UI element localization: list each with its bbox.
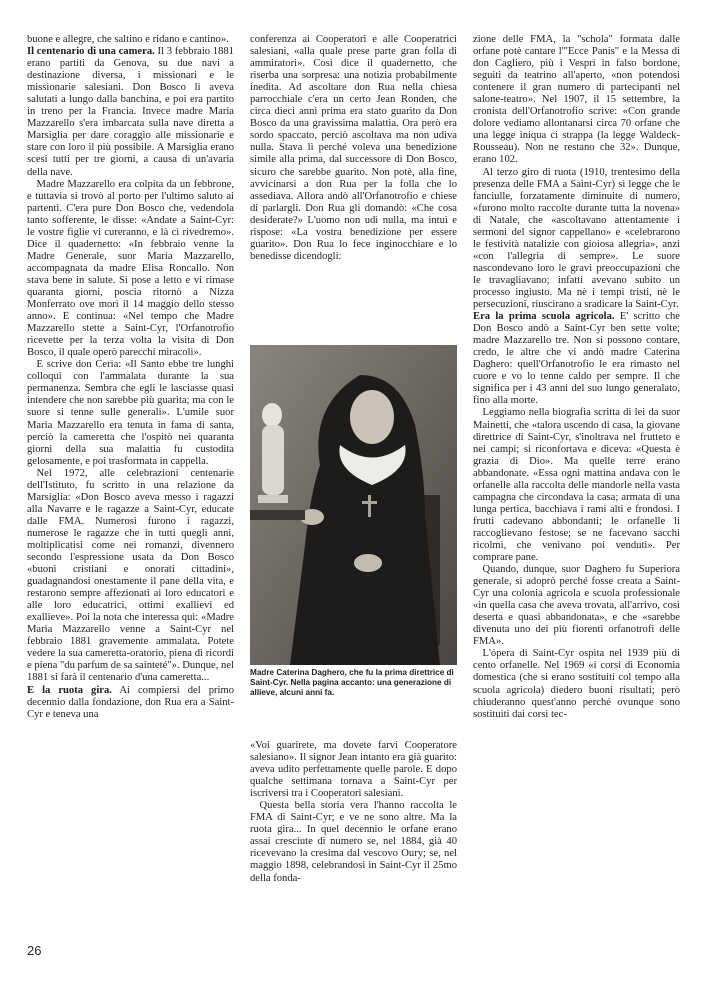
page-number: 26: [27, 943, 42, 958]
paragraph: Quando, dunque, suor Daghero fu Superiora generale, si adoprò perché fosse creata a Saint-Cyr una colonia agricola e scuola professionale «in quella casa che aveva trovata, all'arrivo, così deserta e quasi abbandonata», e che «sarebbe divenuta uno dei più fiorenti orfanotrofi delle FMA».: [473, 564, 680, 648]
paragraph: Questa bella storia vera l'hanno raccolta le FMA di Saint-Cyr; e ve ne sono altre. Ma la ruota gira... In quel decennio le orfane erano assai cresciute di numero se, nel 1884, già 40 ricevevano la cresima dal vescovo Oury; se, nel maggio 1898, celebrandosi in Saint-Cyr il 25mo della fonda-: [250, 800, 457, 884]
paragraph: L'ópera di Saint-Cyr ospita nel 1939 più di cento orfanelle. Nel 1969 «i corsi di Economia domestica (che si erano sostituiti col tempo alla scuola agricola) diedero buoni risultati; però chiuderanno quest'anno perché ovunque sono sostituiti dai corsi tec-: [473, 648, 680, 720]
paragraph-text: Il 3 febbraio 1881 erano partiti da Genova, su due navi a destinazione diversa, i missionari e le missionarie salesiani. Don Bosco li aveva salutati a lungo dalla banchina, e poi era partito in treno per la Francia. Invece madre Maria Mazzarello s'era imbarcata sulla nave diretta a Marsiglia per dare coraggio alle missionarie e stare con loro il più possibile. A Marsiglia erano scesi tutti per tre giorni, a causa di un'avaria della nave.: [27, 46, 234, 178]
text-column-2-bottom: [250, 740, 457, 885]
text-column-2-top: [250, 34, 457, 263]
paragraph-text: E' scritto che Don Bosco andò a Saint-Cyr ben sette volte; madre Mazzarello tre. Non si possono contare, credo, le altre che vi andò madre Caterina Daghero: quell'Orfanotrofio le era rimasto nel cuore e vo lo tenne caldo per sempre. Il che significa per i 43 anni del suo lungo generalato, fino alla morte.: [473, 311, 681, 407]
text-column-3: [473, 34, 680, 721]
paragraph: «Voi guarirete, ma dovete farvi Cooperatore salesiano». Il signor Jean intanto era già guarito: aveva udito perfettamente quelle parole. E dopo qualche settimana tornava a Saint-Cyr per iscriversi tra i Cooperatori salesiani.: [250, 740, 457, 800]
paragraph: E scrive don Ceria: «Il Santo ebbe tre lunghi colloqui con l'ammalata durante la sua permanenza. Sembra che egli le lasciasse quasi intendere che non sarebbe più guarita; ma con le suore si tenne sulle generali». L'umile suor Maria Mazzarello era tenuta in fama di santa, perciò la cameretta che l'ospitò nei quaranta giorni della sua malattia fu custodita gelosamente, e poi trasformata in cappella.: [27, 359, 234, 467]
section-heading: Il centenario di una camera.: [27, 46, 155, 58]
paragraph: conferenza ai Cooperatori e alle Cooperatrici salesiani, «alla quale prese parte gran folla di ammiratori». Così dice il quadernetto, che riserba una sorpresa: una notizia probabilmente inedita. Ad ascoltare don Rua nella chiesa parrocchiale c'era un certo Jean Ronden, che circa dieci anni prima era stato guarito da Don Bosco da una gravissima malattia. Ora però era sordo spaccato, perciò ascoltava ma non udiva nulla. Stava lì perché voleva una benedizione simile alla prima, dal successore di Don Bosco, sicuro che sarebbe guarito. Non potè, alla fine, avvicinarsi a don Rua per la folla che lo assediava. Allora andò all'Orfanotrofio e chiese di parlargli. Don Rua gli domandò: «Che cosa desiderate?» L'uomo non udì nulla, ma intuì e rispose: «La vostra benedizione per essere guarito». Don Rua lo fece inginocchiare e lo benedisse dicendogli:: [250, 34, 457, 262]
paragraph: Al terzo giro di ruota (1910, trentesimo della presenza delle FMA a Saint-Cyr) si legge che le fanciulle, forzatamente diminuite di numero, «furono molto raccolte durante tutta la novena» di Natale, che «ascoltavano attentamente i sermoni del signor cappellano» e «celebrarono le festività natalizie con gioiosa allegria», anzi «con l'allegria di sempre». Le suore nascondevano loro le gravi preoccupazioni che le travagliavano; infatti avevano subito un processo ingiusto. Ma nè i tempi tristi, nè le persecuzioni, riuscirano a sradicare la Saint-Cyr.: [473, 166, 680, 311]
photo-caption: Madre Caterina Daghero, che fu la prima direttrice di Saint-Cyr. Nella pagina accanto: una generazione di allieve, alcuni anni fa.: [250, 668, 454, 698]
nun-portrait-image: [250, 345, 457, 665]
paragraph: Nel 1972, alle celebrazioni centenarie dell'Istituto, fu scritto in una relazione da Marsiglia: «Don Bosco aveva messo i ragazzi alla Navarre e le ragazze a Saint-Cyr, educate dalle FMA. Numerosi furono i ragazzi, numerose le ragazze che in tutti quegli anni, moltiplicatisi come nei romanzi, divennero secondo l'espressione usata da Don Bosco «buoni cristiani e onorati cittadini», guadagnandosi onestamente il pane della vita, e restarono sempre affezionati ai loro educatori e alle loro educatrici, ottimi exallievi ed exallieve». Poi la nota che interessa qui: «Madre Maria Mazzarello venne a Saint-Cyr nel febbraio 1881 gravemente ammalata. Potete vedere la sua cameretta-oratorio, piena di ricordi e piena "du parfum de sa sainteté"». Dunque, nel 1881 si farà il centenario d'una cameretta...: [27, 467, 234, 684]
paragraph: zione delle FMA, la "schola" formata dalle orfane potè cantare l'"Ecce Panis" e la Messa di don Cagliero, più i Vespri in falso bordone, seguiti da teatrino all'aperto, «non potendosi contenere il gran numero di partecipanti nel salone-teatro». Nel 1907, il 15 settembre, la cronista dell'Orfanotrofio scrive: «Con grande dolore vediamo allontanarsi circa 70 orfane che una legge iniqua ci strappa (la legge Waldeck-Rousseau). Non ne restano che 32». Dunque, erano 102.: [473, 34, 680, 166]
section-heading: E la ruota gira.: [27, 684, 112, 696]
paragraph: Leggiamo nella biografia scritta di lei da suor Mainetti, che «talora uscendo di casa, la giovane direttrice di Saint-Cyr, s'inoltrava nel frutteto e nei campi; si riconfortava e diceva: «Questa è grazia di Dio». Ma quelle terre erano abbandonate. «Essa ogni mattina andava con le orfanelle alla raccolta delle mandorle nella vasta campagna che circondava la casa; armata di una lunga pertica, bacchiava i rami alti e frondosi. I frutti cadevano abbondanti; le orfanelle li raccoglievano festose; se ne facevano sacchi ricolmi, che venivano poi venduti». Per comprare pane.: [473, 407, 680, 564]
section-heading: Era la prima scuola agricola.: [473, 311, 615, 323]
paragraph-text: Ai compiersi del primo decennio dalla fondazione, don Rua era a Saint-Cyr e teneva una: [27, 684, 234, 720]
paragraph: Madre Mazzarello era colpita da un febbrone, e tuttavia si trovò al porto per l'ultimo saluto ai partenti. C'era pure Don Bosco che, vedendola tanto sofferente, le disse: «Andate a Saint-Cyr: le vostre figlie vi cureranno, e là ci rivedremo». Dice il quadernetto: «In febbraio venne la Madre Generale, suor Maria Mazzarello, accompagnata da madre Elisa Roncallo. Non stava bene in salute. Si pose a letto e vi rimase quaranta giorni, poscia ritornò a Nizza Monferrato ove morì il 14 maggio dello stesso anno». E continua: «Nel tempo che Madre Mazzarello stette a Saint-Cyr, l'Orfanotrofio ricevette per la terza volta la visita di Don Bosco, il quale operò parecchi miracoli».: [27, 178, 234, 359]
text-column-1: [27, 34, 234, 721]
portrait-photo: [250, 345, 457, 665]
paragraph: buone e allegre, che saltino e ridano e cantino».: [27, 34, 229, 45]
